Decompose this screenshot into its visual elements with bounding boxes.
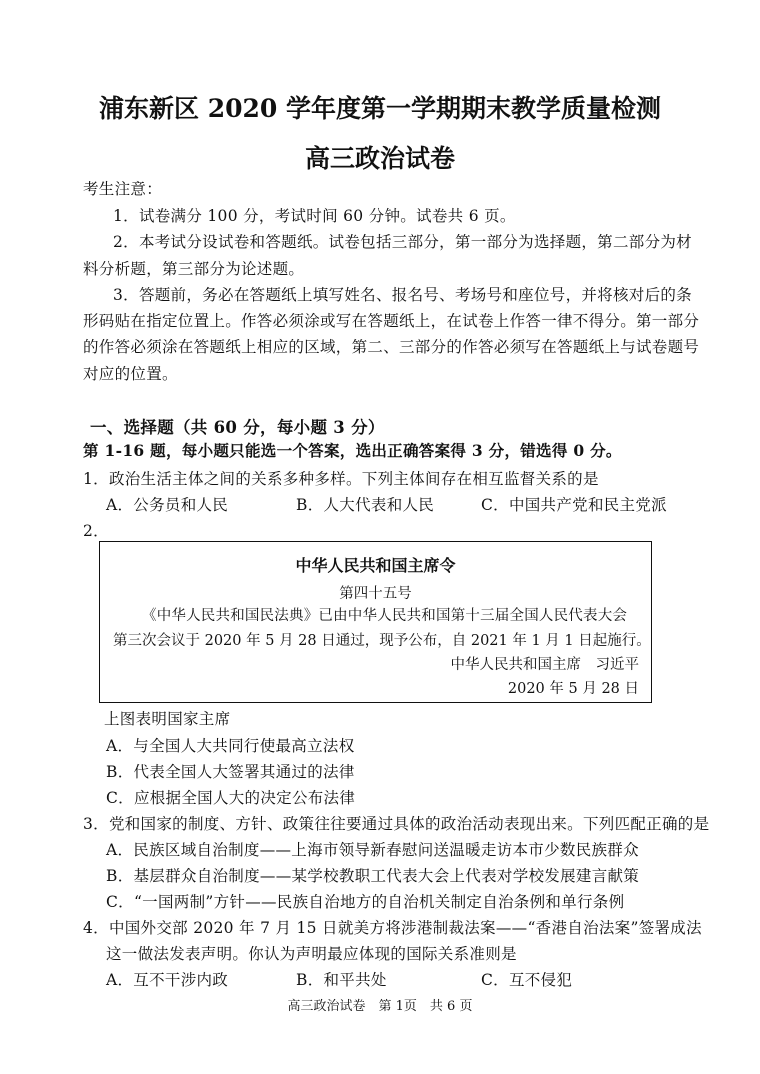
question-4-stem-line-1: 4．中国外交部 2020 年 7 月 15 日就美方将涉港制裁法案——“香港自治法案”签署成法: [83, 919, 702, 937]
page-subtitle: 高三政治试卷: [304, 144, 455, 173]
question-2-option-a: A．与全国人大共同行使最高立法权: [106, 737, 355, 755]
question-2-number: 2．: [83, 522, 109, 540]
question-2-option-c: C．应根据全国人大的决定公布法律: [106, 789, 356, 807]
question-3-option-b: B．基层群众自治制度——某学校教职工代表大会上代表对学校发展建言献策: [106, 867, 640, 885]
question-4-option-a: A．互不干涉内政: [106, 971, 229, 989]
order-signer: 中华人民共和国主席 习近平: [450, 657, 639, 673]
page-title: 浦东新区 2020 学年度第一学期期末教学质量检测: [99, 94, 661, 123]
question-2-stem: 上图表明国家主席: [104, 710, 231, 728]
question-1-stem: 1．政治生活主体之间的关系多种多样。下列主体间存在相互监督关系的是: [83, 470, 599, 488]
notice-item-3-line-1: 3．答题前，务必在答题纸上填写姓名、报名号、考场号和座位号，并将核对后的条: [113, 286, 692, 304]
question-1-option-c: C．中国共产党和民主党派: [481, 496, 667, 514]
section-instruction: 第 1-16 题，每小题只能选一个答案，选出正确答案得 3 分，错选得 0 分。: [83, 441, 622, 460]
question-1-option-a: A．公务员和人民: [106, 496, 229, 514]
notice-item-3-line-4: 对应的位置。: [83, 365, 178, 383]
page-footer: 高三政治试卷 第 1页 共 6 页: [287, 999, 473, 1014]
order-date: 2020 年 5 月 28 日: [507, 681, 639, 697]
question-1-option-b: B．人大代表和人民: [296, 496, 435, 514]
question-2-option-b: B．代表全国人大签署其通过的法律: [106, 763, 355, 781]
order-number: 第四十五号: [339, 586, 412, 602]
notice-item-3-line-3: 的作答必须涂在答题纸上相应的区域，第二、三部分的作答必须写在答题纸上与试卷题号: [83, 338, 700, 356]
question-3-option-c: C．“一国两制”方针——民族自治地方的自治机关制定自治条例和单行条例: [106, 893, 625, 911]
notice-item-2-line-1: 2．本考试分设试卷和答题纸。试卷包括三部分，第一部分为选择题，第二部分为材: [113, 233, 692, 251]
question-4-stem-line-2: 这一做法发表声明。你认为声明最应体现的国际关系准则是: [106, 945, 517, 963]
presidential-order-box: [99, 541, 652, 703]
notice-heading: 考生注意：: [83, 180, 163, 198]
notice-item-1: 1．试卷满分 100 分，考试时间 60 分钟。试卷共 6 页。: [113, 207, 516, 225]
notice-item-3-line-2: 形码贴在指定位置上。作答必须涂或写在答题纸上，在试卷上作答一律不得分。第一部分: [83, 312, 700, 330]
order-title: 中华人民共和国主席令: [295, 556, 456, 575]
question-4-option-b: B．和平共处: [296, 971, 387, 989]
question-3-stem: 3．党和国家的制度、方针、政策往往要通过具体的政治活动表现出来。下列匹配正确的是: [83, 815, 710, 833]
section-heading: 一、选择题（共 60 分，每小题 3 分）: [90, 418, 385, 437]
order-body-line-2: 第三次会议于 2020 年 5 月 28 日通过，现予公布，自 2021 年 1 月 1 日起施行。: [113, 633, 651, 649]
question-3-option-a: A．民族区域自治制度——上海市领导新春慰问送温暖走访本市少数民族群众: [106, 841, 639, 859]
notice-item-2-line-2: 料分析题，第三部分为论述题。: [83, 260, 305, 278]
question-4-option-c: C．互不侵犯: [481, 971, 573, 989]
order-body-line-1: 《中华人民共和国民法典》已由中华人民共和国第十三届全国人民代表大会: [142, 608, 628, 624]
